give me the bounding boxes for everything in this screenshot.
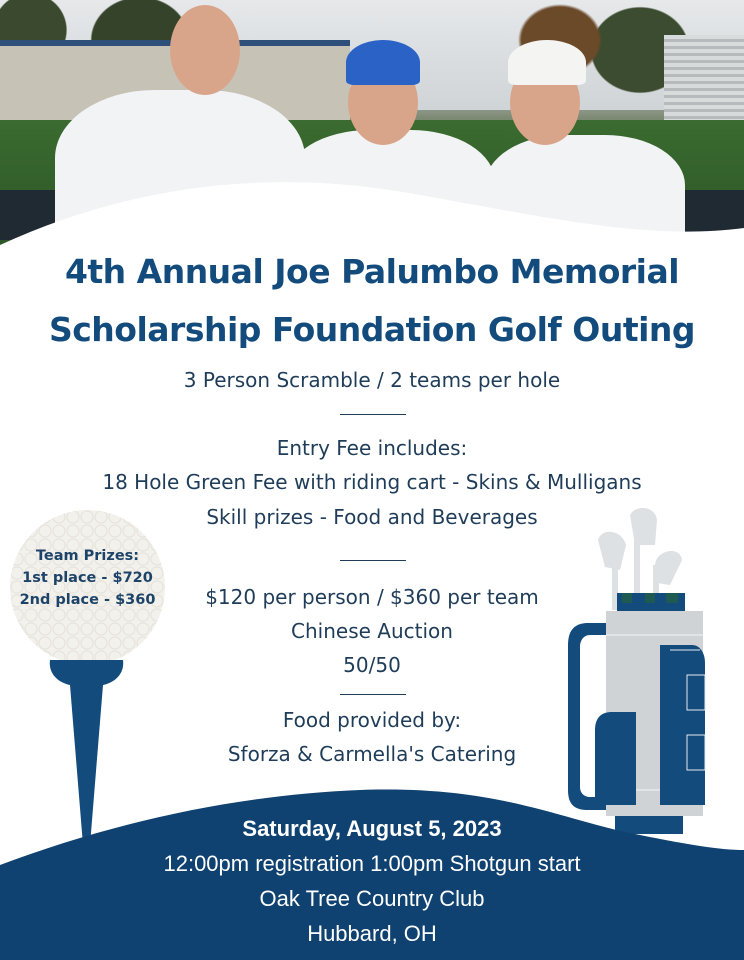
event-time: 12:00pm registration 1:00pm Shotgun start	[163, 851, 581, 876]
entry-fee-line-1: 18 Hole Green Fee with riding cart - Skins & Mulligans	[102, 470, 642, 494]
entry-fee-heading: Entry Fee includes:	[276, 436, 468, 460]
price-text: $120 per person / $360 per team	[205, 585, 539, 609]
event-venue: Oak Tree Country Club	[259, 886, 485, 911]
divider	[340, 560, 406, 561]
person-center-cap	[346, 40, 420, 85]
food-heading: Food provided by:	[282, 708, 462, 732]
title-line-2: Scholarship Foundation Golf Outing	[48, 310, 696, 349]
title-line-1: 4th Annual Joe Palumbo Memorial	[64, 252, 680, 291]
entry-fee-line-2: Skill prizes - Food and Beverages	[206, 505, 538, 529]
second-place-prize: 2nd place - $360	[19, 592, 156, 608]
auction-text: Chinese Auction	[291, 619, 453, 643]
team-prizes-heading: Team Prizes:	[35, 548, 140, 564]
format-text: 3 Person Scramble / 2 teams per hole	[183, 368, 561, 392]
first-place-prize: 1st place - $720	[22, 570, 153, 586]
event-date: Saturday, August 5, 2023	[242, 816, 502, 841]
person-right-cap	[508, 40, 586, 85]
divider	[340, 694, 406, 695]
event-location: Hubbard, OH	[307, 921, 437, 946]
divider	[340, 414, 406, 415]
team-prizes	[10, 545, 165, 611]
fifty-fifty-text: 50/50	[343, 653, 401, 677]
caterer-text: Sforza & Carmella's Catering	[227, 742, 517, 766]
person-left-head	[170, 5, 240, 95]
photo-bleachers	[664, 35, 744, 125]
